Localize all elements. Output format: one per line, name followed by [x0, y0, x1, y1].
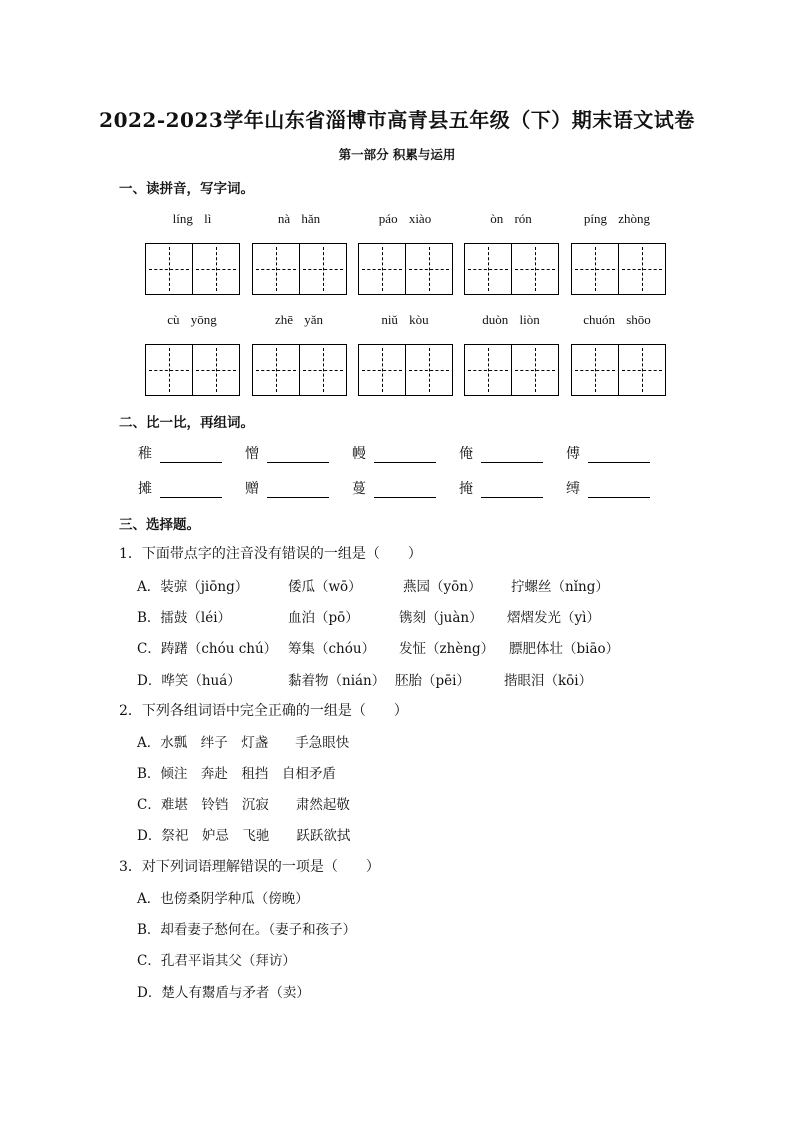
pinyin-label: chuón shōo — [583, 312, 651, 327]
q1-option-b-4: 熠熠发光（yì） — [507, 610, 600, 626]
tianzige-box[interactable] — [358, 344, 453, 396]
tianzige-box[interactable] — [464, 344, 559, 396]
q1-option-c-2: 筹集（chóu） — [288, 641, 376, 657]
question-1-stem: 1．下面带点字的注音没有错误的一组是（ ） — [119, 546, 422, 562]
q1-option-d-4: 揩眼泪（kōi） — [504, 673, 593, 689]
compare-item — [566, 443, 650, 463]
pinyin-label: niǔ kòu — [381, 312, 429, 327]
pinyin-label: duòn liòn — [482, 312, 540, 327]
pinyin-label: líng lì — [172, 211, 212, 226]
answer-blank[interactable] — [588, 446, 650, 463]
tianzige-box[interactable] — [252, 243, 347, 295]
char-label: 掩 — [459, 481, 473, 497]
q2-option-c[interactable]: C．难堪 铃铛 沉寂 肃然起敬 — [137, 797, 350, 813]
compare-item — [138, 478, 222, 498]
pinyin-label: zhē yǎn — [274, 312, 324, 327]
q3-option-c[interactable]: C．孔君平诣其父（拜访） — [137, 953, 296, 969]
q3-option-a[interactable]: A．也傍桑阴学种瓜（傍晚） — [137, 891, 309, 907]
compare-item — [245, 443, 329, 463]
tianzige-box[interactable] — [571, 344, 666, 396]
pinyin-label: òn rón — [490, 211, 532, 226]
question-2-stem: 2．下列各组词语中完全正确的一组是（ ） — [119, 703, 408, 719]
pinyin-label: nà hǎn — [277, 211, 321, 226]
char-label: 憎 — [245, 446, 259, 462]
section1-heading: 一、读拼音，写字词。 — [119, 181, 254, 197]
q2-option-b[interactable]: B．倾注 奔赴 租挡 自相矛盾 — [137, 766, 336, 782]
section2-heading: 二、比一比，再组词。 — [119, 415, 254, 431]
answer-blank[interactable] — [160, 446, 222, 463]
char-label: 稚 — [138, 446, 152, 462]
compare-item — [245, 478, 329, 498]
q1-option-a-4: 拧螺丝（nǐng） — [511, 579, 609, 595]
answer-blank[interactable] — [588, 481, 650, 498]
q3-option-d[interactable]: D．楚人有鬻盾与矛者（卖） — [137, 985, 310, 1001]
tianzige-box[interactable] — [464, 243, 559, 295]
answer-blank[interactable] — [374, 446, 436, 463]
answer-blank[interactable] — [374, 481, 436, 498]
answer-blank[interactable] — [481, 481, 543, 498]
q1-option-d-2: 黏着物（nián） — [288, 673, 386, 689]
q1-option-b-2: 血泊（pō） — [288, 610, 359, 626]
pinyin-label: páo xiào — [378, 211, 432, 226]
q2-option-a[interactable]: A．水瓢 绊子 灯盏 手急眼快 — [137, 735, 350, 751]
compare-item — [138, 443, 222, 463]
compare-item — [352, 443, 436, 463]
q1-option-c-3: 发怔（zhèng） — [399, 641, 495, 657]
char-label: 摊 — [138, 481, 152, 497]
char-label: 俺 — [459, 446, 473, 462]
q3-option-b[interactable]: B．却看妻子愁何在。（妻子和孩子） — [137, 922, 357, 938]
compare-row-2 — [0, 478, 794, 502]
q2-option-d[interactable]: D．祭祀 妒忌 飞驰 跃跃欲拭 — [137, 828, 351, 844]
char-label: 缚 — [566, 481, 580, 497]
compare-item — [459, 478, 543, 498]
section3-heading: 三、选择题。 — [119, 517, 200, 533]
tianzige-box[interactable] — [252, 344, 347, 396]
pinyin-row-1 — [0, 211, 794, 231]
question-3-stem: 3．对下列词语理解错误的一项是（ ） — [119, 859, 380, 875]
q1-option-c-4: 膘肥体壮（biāo） — [509, 641, 620, 657]
q1-option-a-2: 倭瓜（wō） — [288, 579, 362, 595]
answer-blank[interactable] — [267, 481, 329, 498]
compare-item — [352, 478, 436, 498]
q1-option-b-1[interactable]: B．擂鼓（léi） — [137, 610, 232, 626]
writing-box-row-1 — [0, 243, 794, 295]
pinyin-label: píng zhòng — [583, 211, 651, 226]
char-label: 蔓 — [352, 481, 366, 497]
tianzige-box[interactable] — [571, 243, 666, 295]
q1-option-c-1[interactable]: C．踌躇（chóu chú） — [137, 641, 278, 657]
q1-option-b-3: 镌刻（juàn） — [399, 610, 483, 626]
tianzige-box[interactable] — [145, 344, 240, 396]
compare-row-1 — [0, 443, 794, 467]
q1-option-d-1[interactable]: D．哗笑（huá） — [137, 673, 241, 689]
pinyin-label: cù yōng — [167, 312, 217, 327]
answer-blank[interactable] — [267, 446, 329, 463]
tianzige-box[interactable] — [145, 243, 240, 295]
q1-option-a-1[interactable]: A．装弶（jiōng） — [137, 579, 249, 595]
compare-item — [459, 443, 543, 463]
pinyin-row-2 — [0, 312, 794, 332]
char-label: 幔 — [352, 446, 366, 462]
exam-title: 2022-2023学年山东省淄博市高青县五年级（下）期末语文试卷 — [99, 108, 695, 132]
q1-option-a-3: 燕园（yōn） — [403, 579, 482, 595]
answer-blank[interactable] — [481, 446, 543, 463]
part-subtitle: 第一部分 积累与运用 — [338, 147, 456, 162]
writing-box-row-2 — [0, 344, 794, 396]
compare-item — [566, 478, 650, 498]
tianzige-box[interactable] — [358, 243, 453, 295]
answer-blank[interactable] — [160, 481, 222, 498]
char-label: 傅 — [566, 446, 580, 462]
q1-option-d-3: 胚胎（pēi） — [395, 673, 470, 689]
char-label: 赠 — [245, 481, 259, 497]
